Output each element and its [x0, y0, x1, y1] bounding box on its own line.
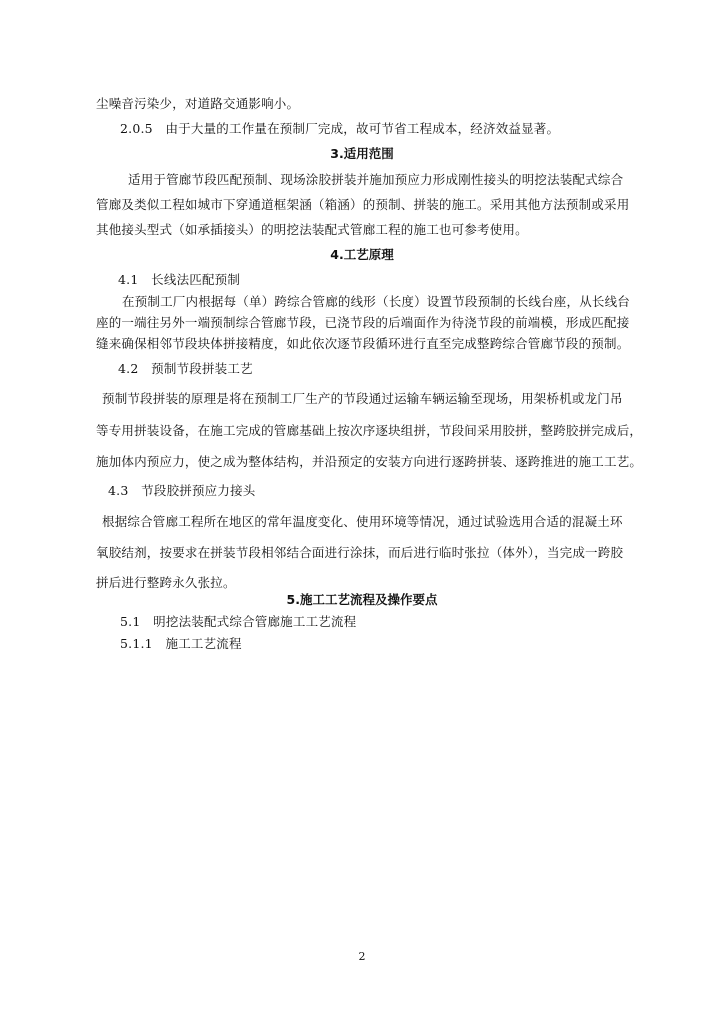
- section-heading-3: 3.适用范围: [330, 146, 394, 161]
- subsection-title: 4.2 预制节段拼装工艺: [118, 361, 253, 376]
- paragraph-line: 其他接头型式（如承插接头）的明挖法装配式管廊工程的施工也可参考使用。: [96, 222, 528, 237]
- section-heading-5: 5.施工工艺流程及操作要点: [286, 592, 438, 607]
- paragraph-line: 根据综合管廊工程所在地区的常年温度变化、使用环境等情况，通过试验选用合适的混凝土环: [102, 514, 623, 529]
- paragraph-line: 等专用拼装设备，在施工完成的管廊基础上按次序逐块组拼，节段间采用胶拼，整跨胶拼完成后，: [96, 423, 643, 438]
- paragraph-line: 适用于管廊节段匹配预制、现场涂胶拼装并施加预应力形成刚性接头的明挖法装配式综合: [128, 172, 624, 187]
- page-number: 2: [358, 950, 366, 963]
- subsection-title: 4.1 长线法匹配预制: [118, 272, 241, 287]
- paragraph-line: 2.0.5 由于大量的工作量在预制厂完成，故可节省工程成本，经济效益显著。: [120, 121, 560, 136]
- paragraph-line: 缝来确保相邻节段块体拼接精度，如此依次逐节段循环进行直至完成整跨综合管廊节段的预制。: [96, 336, 630, 351]
- paragraph-line: 预制节段拼装的原理是将在预制工厂生产的节段通过运输车辆运输至现场，用架桥机或龙门吊: [102, 391, 623, 406]
- subsection-title: 4.3 节段胶拼预应力接头: [108, 483, 256, 498]
- paragraph-line: 在预制工厂内根据每（单）跨综合管廊的线形（长度）设置节段预制的长线台座，从长线台: [122, 294, 631, 309]
- paragraph-line: 管廊及类似工程如城市下穿通道框架涵（箱涵）的预制、拼装的施工。采用其他方法预制或采用: [96, 197, 630, 212]
- paragraph-line: 氧胶结剂，按要求在拼装节段相邻结合面进行涂抹，而后进行临时张拉（体外），当完成一跨胶: [96, 545, 624, 560]
- paragraph-line: 拼后进行整跨永久张拉。: [96, 575, 236, 590]
- paragraph-line: 尘噪音污染少，对道路交通影响小。: [96, 96, 300, 111]
- subsection-title: 5.1.1 施工工艺流程: [120, 636, 242, 651]
- section-heading-4: 4.工艺原理: [330, 247, 394, 262]
- subsection-title: 5.1 明挖法装配式综合管廊施工工艺流程: [120, 614, 357, 629]
- paragraph-line: 施加体内预应力，使之成为整体结构，并沿预定的安装方向进行逐跨拼装、逐跨推进的施工工艺。: [96, 454, 643, 469]
- paragraph-line: 座的一端往另外一端预制综合管廊节段，已浇节段的后端面作为待浇节段的前端模，形成匹配接: [96, 315, 630, 330]
